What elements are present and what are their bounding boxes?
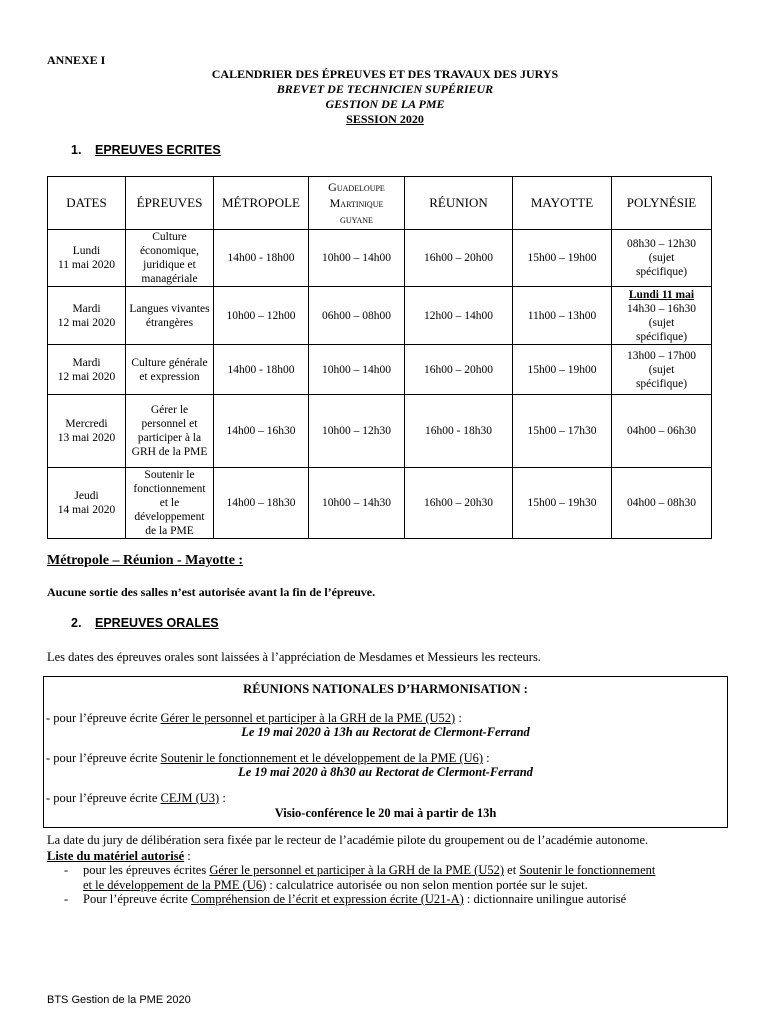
col-header-mayotte: MAYOTTE (513, 177, 612, 230)
harmonisation-detail: Visio-conférence le 20 mai à partir de 13h (274, 806, 497, 820)
section-2-heading (71, 616, 219, 630)
oral-exams-text: Les dates des épreuves orales sont laissées à l’appréciation de Mesdames et Messieurs les recteurs. (47, 650, 541, 664)
session-label: SESSION 2020 (346, 112, 424, 126)
cell-antilles: 10h00 – 14h00 (309, 345, 405, 395)
col-header-reunion: RÉUNION (405, 177, 513, 230)
cell-antilles: 10h00 – 14h00 (309, 230, 405, 287)
cell-date: Lundi 11 mai 2020 (48, 230, 126, 287)
harmonisation-box (43, 676, 728, 828)
section-1-heading (71, 143, 221, 157)
cell-mayotte: 11h00 – 13h00 (513, 287, 612, 345)
cell-metropole: 14h00 - 18h00 (214, 230, 309, 287)
table-row (48, 287, 712, 345)
harmonisation-item: - pour l’épreuve écrite CEJM (U3) : (46, 791, 226, 805)
authorized-material-heading: Liste du matériel autorisé : (47, 849, 191, 863)
col-header-epreuves: ÉPREUVES (126, 177, 214, 230)
table-header-row (48, 177, 712, 230)
cell-metropole: 10h00 – 12h00 (214, 287, 309, 345)
cell-polynesie: 13h00 – 17h00 (sujet spécifique) (612, 345, 712, 395)
section-1-number: 1. (71, 143, 82, 157)
cell-mayotte: 15h00 – 19h00 (513, 230, 612, 287)
cell-antilles: 06h00 – 08h00 (309, 287, 405, 345)
cell-date: Mardi 12 mai 2020 (48, 287, 126, 345)
annex-label: ANNEXE I (47, 53, 106, 67)
cell-reunion: 16h00 – 20h30 (405, 468, 513, 539)
cell-epreuve: Soutenir le fonctionnement et le développement de la PME (126, 468, 214, 539)
document-subtitle-bts: BREVET DE TECHNICIEN SUPÉRIEUR (276, 82, 494, 96)
cell-epreuve: Culture générale et expression (126, 345, 214, 395)
metropole-reunion-mayotte-heading: Métropole – Réunion - Mayotte : (47, 553, 244, 568)
section-1-label: EPREUVES ECRITES (95, 143, 221, 157)
harmonisation-title: RÉUNIONS NATIONALES D’HARMONISATION : (243, 682, 528, 696)
authorized-material-list (64, 863, 734, 907)
document-header (0, 67, 770, 127)
col-header-metropole: MÉTROPOLE (214, 177, 309, 230)
cell-polynesie: 04h00 – 08h30 (612, 468, 712, 539)
harmonisation-item: - pour l’épreuve écrite Soutenir le fonctionnement et le développement de la PME (U6) : (46, 751, 490, 765)
cell-date: Mercredi 13 mai 2020 (48, 395, 126, 468)
header-guadeloupe: Guadeloupe (328, 180, 385, 194)
section-2-label: EPREUVES ORALES (95, 616, 219, 630)
cell-polynesie: 04h00 – 06h30 (612, 395, 712, 468)
cell-reunion: 16h00 - 18h30 (405, 395, 513, 468)
list-item: - pour les épreuves écrites Gérer le personnel et participer à la GRH de la PME (U52) et Soutenir le fonctionnement et le développement de la PME (U6) : calculatrice autorisée ou non selon mention portée sur le sujet. (64, 863, 656, 892)
header-martinique: Martinique (329, 196, 384, 210)
harmonisation-item: - pour l’épreuve écrite Gérer le personnel et participer à la GRH de la PME (U52) : (46, 711, 462, 725)
cell-reunion: 16h00 – 20h00 (405, 230, 513, 287)
document-subtitle-pme: GESTION DE LA PME (325, 97, 445, 111)
section-2-number: 2. (71, 616, 82, 630)
cell-polynesie: 08h30 – 12h30 (sujet spécifique) (612, 230, 712, 287)
harmonisation-detail: Le 19 mai 2020 à 13h au Rectorat de Clermont-Ferrand (241, 725, 530, 739)
subject-u52: Gérer le personnel et participer à la GRH de la PME (U52) (160, 711, 456, 725)
subject-u6: Soutenir le fonctionnement et le développement de la PME (U6) (160, 751, 484, 765)
cell-epreuve: Langues vivantes étrangères (126, 287, 214, 345)
cell-mayotte: 15h00 – 17h30 (513, 395, 612, 468)
cell-date: Jeudi 14 mai 2020 (48, 468, 126, 539)
authorized-material-label: Liste du matériel autorisé (47, 849, 185, 863)
table-row (48, 230, 712, 287)
document-title: CALENDRIER DES ÉPREUVES ET DES TRAVAUX DES JURYS (211, 67, 559, 81)
cell-mayotte: 15h00 – 19h30 (513, 468, 612, 539)
cell-reunion: 16h00 – 20h00 (405, 345, 513, 395)
cell-epreuve: Culture économique, juridique et managériale (126, 230, 214, 287)
jury-date-text: La date du jury de délibération sera fixée par le recteur de l’académie pilote du groupement ou de l’académie autonome. (47, 833, 649, 847)
cell-epreuve: Gérer le personnel et participer à la GRH de la PME (126, 395, 214, 468)
cell-reunion: 12h00 – 14h00 (405, 287, 513, 345)
col-header-dates: DATES (48, 177, 126, 230)
table-row (48, 395, 712, 468)
cell-date: Mardi 12 mai 2020 (48, 345, 126, 395)
cell-mayotte: 15h00 – 19h00 (513, 345, 612, 395)
table-row (48, 468, 712, 539)
table-row (48, 345, 712, 395)
header-guyane: guyane (340, 212, 373, 226)
cell-metropole: 14h00 – 16h30 (214, 395, 309, 468)
harmonisation-detail: Le 19 mai 2020 à 8h30 au Rectorat de Clermont-Ferrand (238, 765, 533, 779)
subject-u3: CEJM (U3) (160, 791, 220, 805)
cell-polynesie: Lundi 11 mai 14h30 – 16h30 (sujet spécifique) (612, 287, 712, 345)
page-footer: BTS Gestion de la PME 2020 (47, 994, 191, 1006)
col-header-antilles (309, 177, 405, 230)
cell-antilles: 10h00 – 14h30 (309, 468, 405, 539)
cell-antilles: 10h00 – 12h30 (309, 395, 405, 468)
col-header-polynesie: POLYNÉSIE (612, 177, 712, 230)
list-item: - Pour l’épreuve écrite Compréhension de l’écrit et expression écrite (U21-A) : dictionnaire unilingue autorisé (64, 892, 627, 906)
exam-calendar-table (47, 176, 712, 539)
no-exit-notice: Aucune sortie des salles n’est autorisée avant la fin de l’épreuve. (47, 585, 376, 599)
cell-metropole: 14h00 – 18h30 (214, 468, 309, 539)
cell-metropole: 14h00 - 18h00 (214, 345, 309, 395)
